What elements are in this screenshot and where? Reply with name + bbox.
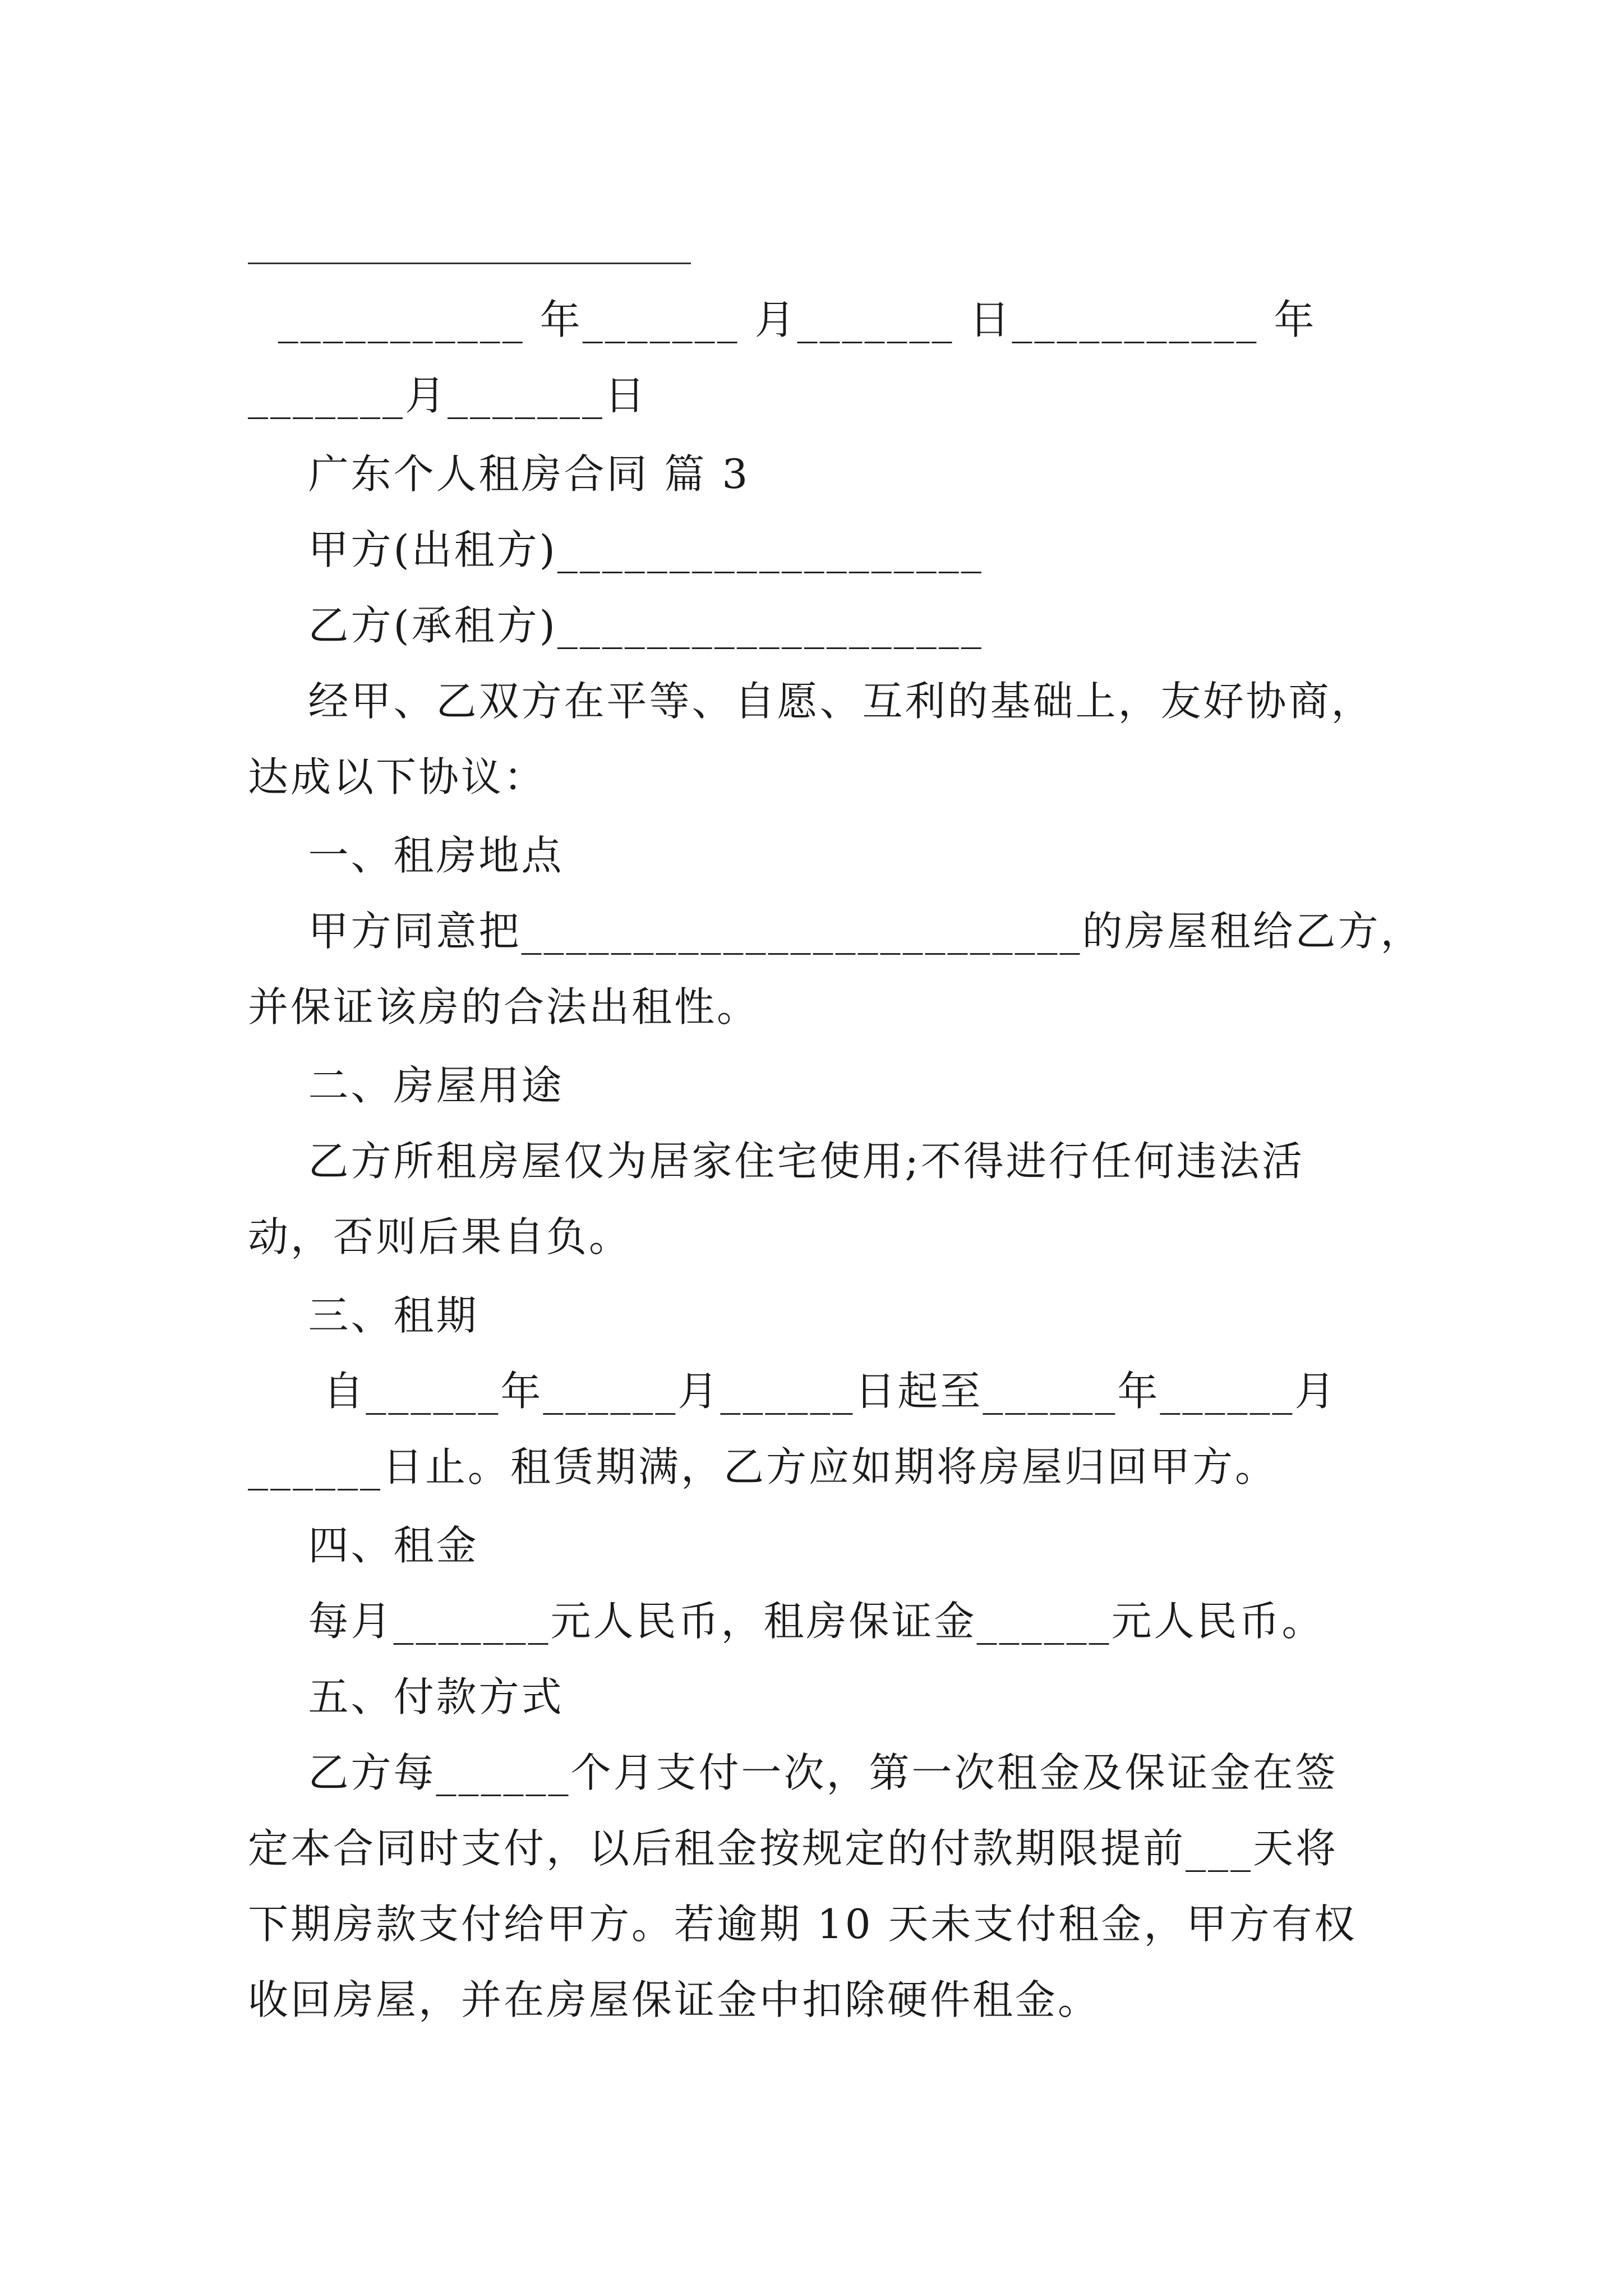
clause-5-text-line-1: 乙方每______个月支付一次，第一次租金及保证金在签 (248, 1749, 1338, 1796)
clause-2-text-line-2: 动，否则后果自负。 (248, 1213, 632, 1260)
clause-5-text-line-4: 收回房屋，并在房屋保证金中扣除硬件租金。 (248, 1976, 1101, 2023)
prev-date-line-2: _______月_______日 (248, 372, 647, 419)
clause-1-text-line-1: 甲方同意把_________________________的房屋租给乙方， (248, 908, 1423, 955)
signature-line (248, 263, 691, 264)
clause-5-title: 五、付款方式 (248, 1673, 564, 1720)
intro-paragraph-line-1: 经甲、乙双方在平等、自愿、互利的基础上，友好协商， (248, 678, 1374, 725)
clause-3-text-line-2: ______日止。租赁期满，乙方应如期将房屋归回甲方。 (248, 1443, 1278, 1490)
clause-2-title: 二、房屋用途 (248, 1062, 564, 1109)
party-a-field: 甲方(出租方)___________________ (248, 526, 984, 573)
intro-paragraph-line-2: 达成以下协议： (248, 753, 547, 800)
clause-2-text-line-1: 乙方所租房屋仅为居家住宅使用;不得进行任何违法活 (248, 1138, 1304, 1185)
clause-3-text-line-1: 自______年______月______日起至______年______月 (248, 1368, 1338, 1415)
section-title: 广东个人租房合同 篇 3 (248, 450, 750, 498)
clause-4-title: 四、租金 (248, 1522, 479, 1569)
clause-5-text-line-2: 定本合同时支付，以后租金按规定的付款期限提前___天将 (248, 1825, 1339, 1872)
clause-5-text-line-3: 下期房款支付给甲方。若逾期 10 天未支付租金，甲方有权 (248, 1901, 1357, 1948)
clause-1-title: 一、租房地点 (248, 832, 564, 879)
clause-3-title: 三、租期 (248, 1292, 479, 1339)
clause-1-text-line-2: 并保证该房的合法出租性。 (248, 983, 760, 1030)
party-b-field: 乙方(承租方)___________________ (248, 602, 984, 649)
clause-4-text-line-1: 每月_______元人民币，租房保证金______元人民币。 (248, 1598, 1325, 1645)
prev-date-line-1: ___________ 年_______ 月_______ 日___________ 年 (248, 296, 1317, 343)
